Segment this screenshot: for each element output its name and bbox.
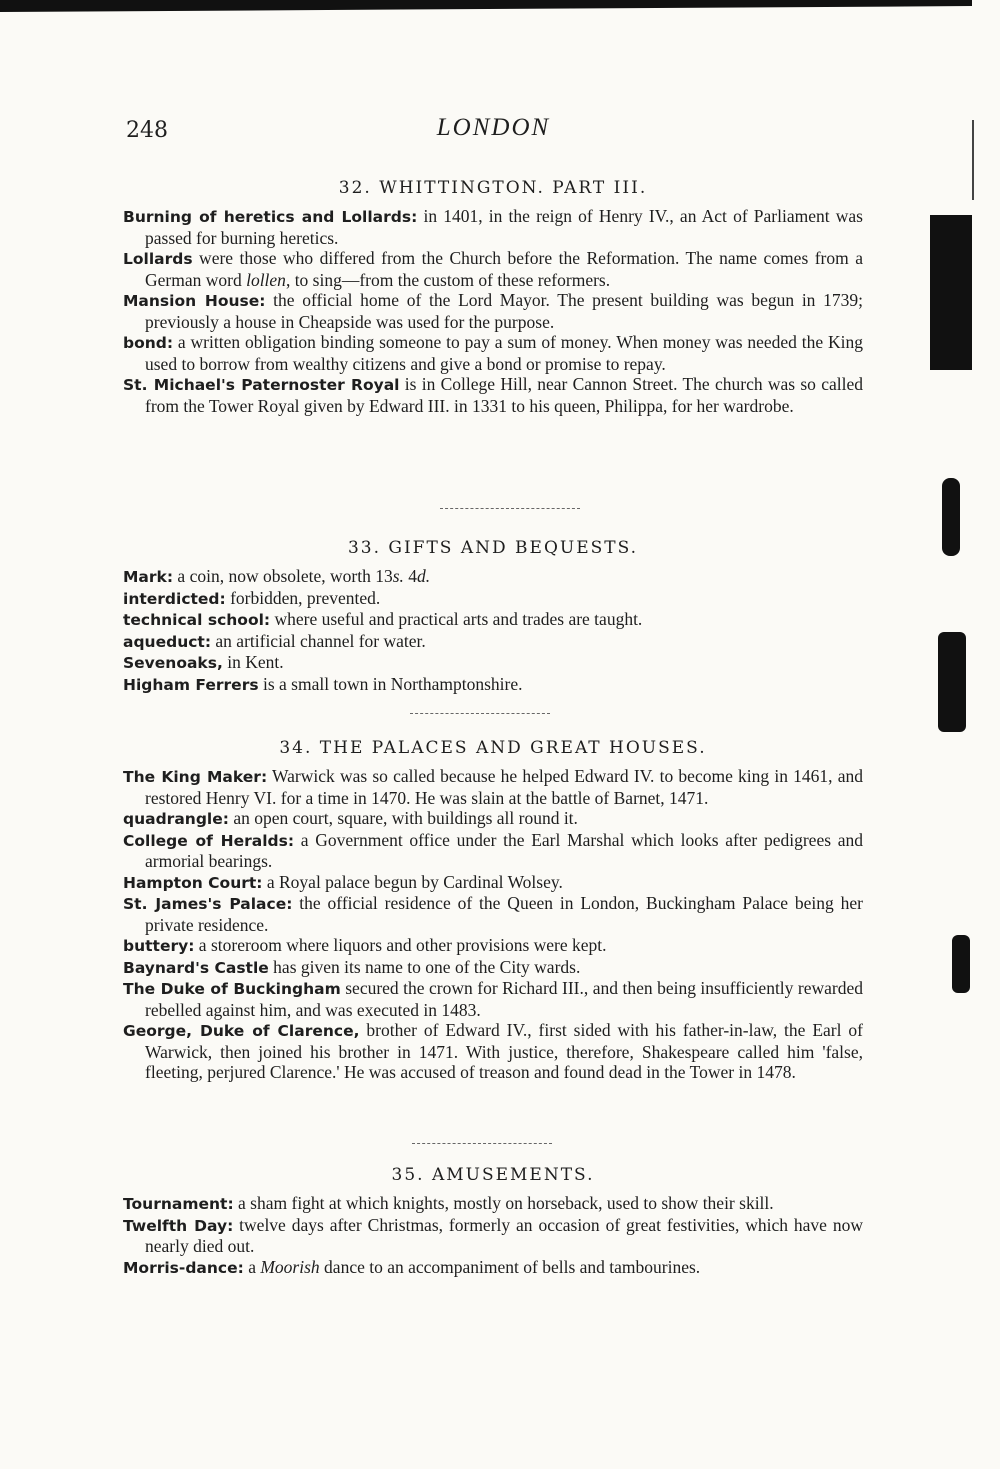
- glossary-entry: [123, 893, 863, 935]
- glossary-entry: [123, 332, 863, 374]
- section-title: 32. WHITTINGTON. PART III.: [338, 178, 648, 198]
- running-title: LONDON: [436, 114, 551, 141]
- glossary-entry: [123, 631, 863, 653]
- italic-text: Moorish: [260, 1256, 320, 1277]
- section-title: 34. THE PALACES AND GREAT HOUSES.: [279, 738, 707, 758]
- scan-edge-mark: [942, 478, 960, 556]
- glossary-entry: [123, 566, 863, 588]
- section-divider: [412, 1143, 552, 1146]
- definition-text: an artificial channel for water.: [211, 630, 426, 651]
- glossary-entry: [123, 766, 863, 808]
- definition-text: were those who differed from the Church before the Reformation. The name comes from a German word: [145, 248, 863, 290]
- definition-text: twelve days after Christmas, formerly an occasion of great festivities, which have now nearly died out.: [145, 1214, 863, 1256]
- glossary-term: Tournament:: [123, 1195, 234, 1213]
- glossary-term: aqueduct:: [123, 632, 212, 651]
- section-34: [123, 738, 863, 1083]
- top-border-rule: [0, 0, 972, 12]
- entry-list: [123, 566, 863, 695]
- definition-text: a sham fight at which knights, mostly on horseback, used to show their skill.: [233, 1193, 774, 1213]
- glossary-term: Higham Ferrers: [123, 675, 259, 694]
- glossary-entry: [123, 290, 863, 332]
- glossary-term: quadrangle:: [123, 810, 229, 828]
- definition-text: in Kent.: [222, 652, 284, 672]
- entry-list: [123, 206, 863, 416]
- definition-text: secured the crown for Richard III., and then being insufficiently rewarded rebelled against him, and was executed in 1483.: [145, 978, 863, 1020]
- definition-text: Warwick was so called because he helped Edward IV. to become king in 1461, and restored Henry VI. for a time in 1470. He was slain at the battle of Barnet, 1471.: [145, 766, 863, 808]
- definition-text: a storeroom where liquors and other provisions were kept.: [194, 935, 607, 955]
- definition-text: a Royal palace begun by Cardinal Wolsey.: [262, 871, 563, 892]
- glossary-entry: [123, 588, 863, 610]
- section-32: [123, 178, 863, 416]
- definition-text: brother of Edward IV., first sided with his father-in-law, the Earl of Warwick, then joined his brother in 1471. With justice, therefore, Shakespeare called him 'false, fleeting, perjured Clarence.' He was accused of treason and found dead in the Tower in 1478.: [145, 1020, 863, 1082]
- glossary-term: The Duke of Buckingham: [123, 980, 341, 998]
- glossary-term: Burning of heretics and Lollards:: [123, 208, 418, 226]
- glossary-term: Baynard's Castle: [123, 958, 269, 977]
- scan-edge-mark: [930, 215, 972, 370]
- glossary-term: St. James's Palace:: [123, 895, 293, 913]
- glossary-term: St. Michael's Paternoster Royal: [123, 376, 400, 394]
- glossary-term: College of Heralds:: [123, 831, 295, 850]
- glossary-entry: [123, 1193, 863, 1215]
- scan-edge-mark: [952, 935, 970, 993]
- entry-list: [123, 766, 863, 1083]
- definition-text: is in College Hill, near Cannon Street. The church was so called from the Tower Royal given by Edward III. in 1331 to his queen, Philippa, for her wardrobe.: [145, 374, 863, 416]
- definition-text: a Government office under the Earl Marshal which looks after pedigrees and armorial bearings.: [145, 829, 863, 871]
- section-title: 33. GIFTS AND BEQUESTS.: [347, 538, 639, 558]
- definition-text: where useful and practical arts and trades are taught.: [270, 609, 643, 629]
- glossary-term: The King Maker:: [123, 768, 268, 786]
- page-header: [126, 114, 861, 154]
- section-35: [123, 1165, 863, 1278]
- glossary-entry: [123, 609, 863, 631]
- definition-text: dance to an accompaniment of bells and tambourines.: [319, 1256, 701, 1277]
- glossary-term: Sevenoaks,: [123, 654, 223, 672]
- italic-text: lollen: [246, 269, 286, 290]
- glossary-entry: [123, 652, 863, 674]
- definition-text: is a small town in Northamptonshire.: [258, 673, 523, 694]
- glossary-term: Mark:: [123, 568, 174, 586]
- glossary-entry: [123, 248, 863, 290]
- glossary-term: interdicted:: [123, 589, 226, 608]
- glossary-entry: [123, 978, 863, 1020]
- definition-text: in 1401, in the reign of Henry IV., an Act of Parliament was passed for burning heretics.: [145, 206, 863, 248]
- glossary-entry: [123, 1215, 863, 1257]
- italic-text: s.: [392, 566, 404, 586]
- definition-text: forbidden, prevented.: [225, 587, 381, 608]
- glossary-entry: [123, 206, 863, 248]
- glossary-term: Hampton Court:: [123, 873, 263, 892]
- glossary-entry: [123, 830, 863, 872]
- glossary-entry: [123, 872, 863, 894]
- scan-edge-mark: [938, 632, 966, 732]
- glossary-entry: [123, 1257, 863, 1279]
- glossary-entry: [123, 957, 863, 979]
- glossary-term: Mansion House:: [123, 292, 266, 310]
- glossary-term: Twelfth Day:: [123, 1216, 234, 1235]
- section-divider: [410, 713, 550, 716]
- glossary-entry: [123, 1020, 863, 1083]
- glossary-entry: [123, 374, 863, 416]
- glossary-term: buttery:: [123, 937, 195, 955]
- glossary-entry: [123, 674, 863, 696]
- scan-edge-mark: [972, 120, 974, 200]
- section-divider: [440, 508, 580, 511]
- glossary-term: technical school:: [123, 611, 271, 629]
- definition-text: 4: [403, 566, 418, 586]
- definition-text: a: [243, 1256, 261, 1277]
- definition-text: the official home of the Lord Mayor. The present building was begun in 1739; previously a house in Cheapside was used for the purpose.: [145, 290, 863, 332]
- section-33: [123, 538, 863, 695]
- definition-text: the official residence of the Queen in London, Buckingham Palace being her private residence.: [145, 893, 863, 935]
- glossary-entry: [123, 935, 863, 957]
- definition-text: an open court, square, with buildings all round it.: [228, 808, 578, 828]
- glossary-term: George, Duke of Clarence,: [123, 1022, 360, 1040]
- entry-list: [123, 1193, 863, 1278]
- glossary-term: bond:: [123, 334, 174, 352]
- definition-text: a written obligation binding someone to pay a sum of money. When money was needed the King used to borrow from wealthy citizens and give a bond or promise to repay.: [145, 332, 863, 374]
- glossary-term: Morris-dance:: [123, 1258, 244, 1277]
- page-number: 248: [126, 118, 168, 143]
- italic-text: d.: [417, 566, 431, 586]
- definition-text: a coin, now obsolete, worth 13: [173, 566, 393, 586]
- glossary-entry: [123, 808, 863, 830]
- definition-text: has given its name to one of the City wards.: [268, 956, 581, 977]
- section-title: 35. AMUSEMENTS.: [391, 1165, 595, 1185]
- glossary-term: Lollards: [123, 250, 193, 268]
- definition-text: , to sing—from the custom of these reformers.: [285, 269, 611, 290]
